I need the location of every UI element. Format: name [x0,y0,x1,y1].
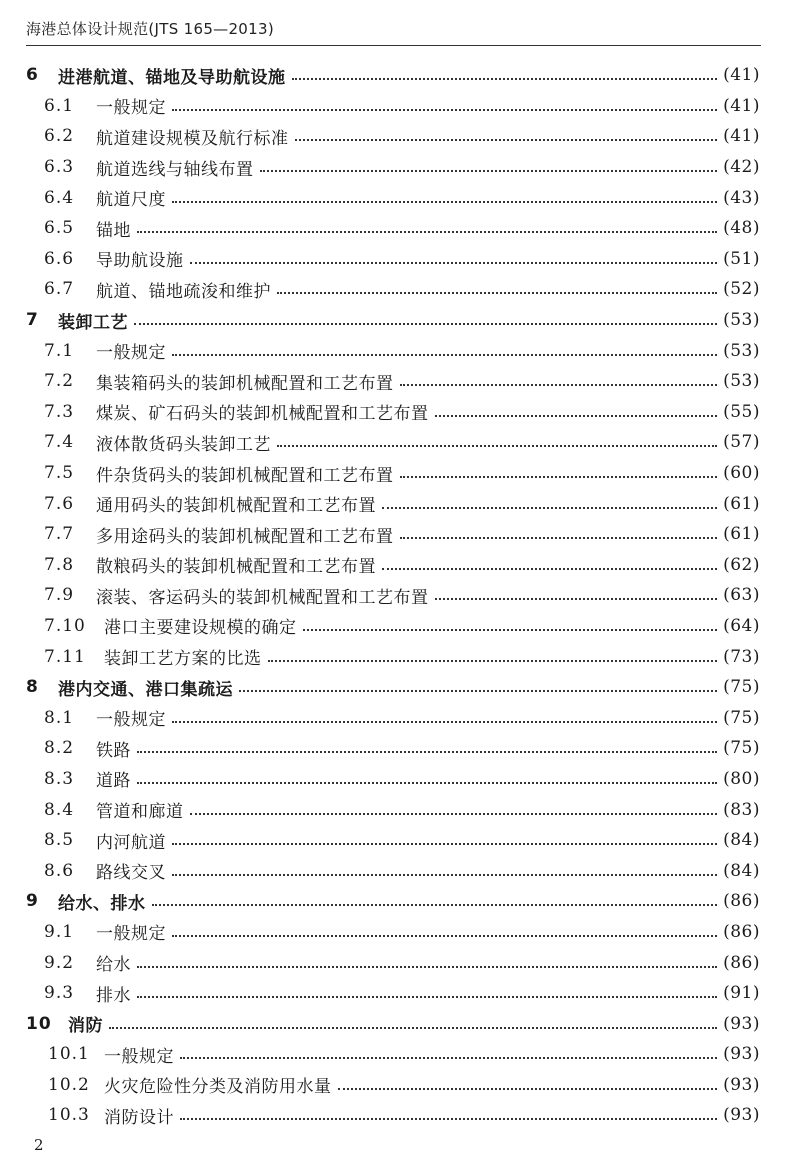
toc-entry-page: (61) [723,493,760,514]
dot-leader [137,231,717,233]
toc-entry-page: (93) [723,1074,760,1095]
toc-entry-title: 管道和廊道 [96,802,184,823]
toc-entry-number: 10 [26,1013,52,1034]
toc-entry-page: (73) [723,646,760,667]
toc-entry-number: 6.2 [44,126,75,147]
toc-entry-page: (75) [723,677,760,698]
toc-entry-page: (53) [723,310,760,331]
toc-entry-page: (80) [723,768,760,789]
toc-section-row[interactable] [0,152,790,183]
dot-leader [382,507,717,509]
toc-entry-title: 铁路 [96,740,131,761]
toc-entry-number: 7.3 [44,401,75,422]
toc-entry-page: (57) [723,432,760,453]
toc-entry-number: 8.5 [44,830,75,851]
dot-leader [435,415,718,417]
dot-leader [137,966,717,968]
toc-entry-page: (62) [723,554,760,575]
toc-section-row[interactable] [0,917,790,948]
toc-entry-page: (93) [723,1013,760,1034]
toc-entry-title: 进港航道、锚地及导助航设施 [58,67,286,88]
dot-leader [260,170,718,172]
dot-leader [277,292,717,294]
toc-section-row[interactable] [0,611,790,642]
dot-leader [172,721,717,723]
toc-entry-title: 给水 [96,955,131,976]
toc-entry-number: 7.10 [44,615,86,636]
toc-entry-page: (48) [723,218,760,239]
dot-leader [268,660,718,662]
toc-section-row[interactable] [0,702,790,733]
dot-leader [295,139,718,141]
toc-entry-page: (53) [723,371,760,392]
toc-section-row[interactable] [0,274,790,305]
toc-section-row[interactable] [0,978,790,1009]
toc-entry-number: 9.1 [44,921,75,942]
toc-section-row[interactable] [0,1070,790,1101]
toc-entry-title: 航道选线与轴线布置 [96,159,254,180]
toc-entry-title: 一般规定 [96,924,166,945]
toc-entry-number: 6.5 [44,218,75,239]
toc-section-row[interactable] [0,733,790,764]
toc-entry-title: 排水 [96,985,131,1006]
toc-entry-page: (41) [723,65,760,86]
toc-entry-title: 一般规定 [96,343,166,364]
dot-leader [172,201,717,203]
toc-section-row[interactable] [0,1039,790,1070]
toc-entry-title: 航道尺度 [96,190,166,211]
dot-leader [239,690,717,692]
toc-chapter-row[interactable] [0,886,790,917]
toc-section-row[interactable] [0,764,790,795]
dot-leader [172,354,717,356]
dot-leader [400,384,718,386]
toc-entry-number: 7.1 [44,340,75,361]
toc-entry-page: (52) [723,279,760,300]
toc-entry-number: 6.6 [44,248,75,269]
toc-entry-page: (63) [723,585,760,606]
toc-entry-title: 件杂货码头的装卸机械配置和工艺布置 [96,465,394,486]
toc-entry-title: 消防设计 [104,1107,174,1128]
dot-leader [190,262,718,264]
toc-entry-number: 6 [26,65,39,86]
dot-leader [180,1057,717,1059]
toc-entry-number: 7.8 [44,554,75,575]
toc-entry-page: (75) [723,738,760,759]
toc-entry-number: 7.5 [44,463,75,484]
toc-section-row[interactable] [0,519,790,550]
toc-entry-title: 集装箱码头的装卸机械配置和工艺布置 [96,373,394,394]
toc-entry-page: (84) [723,860,760,881]
toc-entry-title: 装卸工艺 [58,312,128,333]
toc-section-row[interactable] [0,182,790,213]
toc-entry-page: (60) [723,463,760,484]
toc-entry-title: 通用码头的装卸机械配置和工艺布置 [96,496,376,517]
toc-section-row[interactable] [0,397,790,428]
toc-entry-number: 7.7 [44,524,75,545]
toc-entry-title: 液体散货码头装卸工艺 [96,434,271,455]
page-number: 2 [34,1136,44,1154]
toc-entry-number: 9.3 [44,983,75,1004]
toc-entry-number: 8.3 [44,768,75,789]
toc-section-row[interactable] [0,855,790,886]
toc-section-row[interactable] [0,1100,790,1131]
toc-entry-number: 6.7 [44,279,75,300]
toc-entry-title: 内河航道 [96,832,166,853]
toc-entry-page: (75) [723,707,760,728]
toc-section-row[interactable] [0,550,790,581]
toc-chapter-row[interactable] [0,305,790,336]
toc-entry-page: (64) [723,615,760,636]
toc-entry-page: (61) [723,524,760,545]
toc-entry-title: 煤炭、矿石码头的装卸机械配置和工艺布置 [96,404,429,425]
toc-section-row[interactable] [0,335,790,366]
header-rule [26,45,761,46]
toc-entry-number: 7.9 [44,585,75,606]
toc-entry-number: 10.1 [48,1044,90,1065]
dot-leader [134,323,717,325]
toc-entry-title: 港口主要建设规模的确定 [104,618,297,639]
dot-leader [137,996,717,998]
toc-section-row[interactable] [0,213,790,244]
toc-entry-number: 7.2 [44,371,75,392]
toc-entry-number: 9.2 [44,952,75,973]
toc-entry-page: (93) [723,1105,760,1126]
toc-entry-title: 给水、排水 [58,893,146,914]
toc-entry-page: (91) [723,983,760,1004]
toc-entry-page: (86) [723,891,760,912]
toc-entry-page: (86) [723,921,760,942]
toc-entry-page: (51) [723,248,760,269]
toc-entry-title: 航道建设规模及航行标准 [96,128,289,149]
toc-entry-number: 8.4 [44,799,75,820]
toc-section-row[interactable] [0,91,790,122]
toc-entry-title: 一般规定 [96,710,166,731]
toc-entry-number: 7.6 [44,493,75,514]
toc-chapter-row[interactable] [0,1008,790,1039]
toc-entry-number: 7 [26,310,39,331]
toc-entry-title: 一般规定 [104,1046,174,1067]
toc-section-row[interactable] [0,458,790,489]
dot-leader [137,782,717,784]
toc-section-row[interactable] [0,121,790,152]
toc-section-row[interactable] [0,580,790,611]
toc-section-row[interactable] [0,641,790,672]
toc-entry-number: 6.1 [44,95,75,116]
dot-leader [152,904,718,906]
table-of-contents [0,60,790,1131]
toc-entry-number: 7.11 [44,646,86,667]
toc-entry-number: 6.3 [44,157,75,178]
dot-leader [400,476,718,478]
dot-leader [277,445,717,447]
toc-entry-title: 多用途码头的装卸机械配置和工艺布置 [96,526,394,547]
dot-leader [338,1088,718,1090]
toc-entry-title: 一般规定 [96,98,166,119]
toc-entry-number: 8 [26,677,39,698]
toc-entry-title: 港内交通、港口集疏运 [58,679,233,700]
toc-entry-page: (41) [723,126,760,147]
toc-section-row[interactable] [0,488,790,519]
toc-entry-number: 9 [26,891,39,912]
dot-leader [172,109,717,111]
toc-entry-title: 锚地 [96,220,131,241]
toc-entry-title: 道路 [96,771,131,792]
toc-entry-number: 10.2 [48,1074,90,1095]
toc-entry-page: (53) [723,340,760,361]
toc-entry-title: 导助航设施 [96,251,184,272]
dot-leader [109,1027,717,1029]
toc-entry-title: 散粮码头的装卸机械配置和工艺布置 [96,557,376,578]
dot-leader [137,751,717,753]
dot-leader [303,629,718,631]
toc-entry-title: 消防 [68,1016,103,1037]
toc-entry-page: (55) [723,401,760,422]
toc-entry-number: 10.3 [48,1105,90,1126]
dot-leader [435,598,718,600]
dot-leader [382,568,717,570]
toc-entry-number: 8.6 [44,860,75,881]
dot-leader [172,935,717,937]
dot-leader [292,78,718,80]
dot-leader [172,843,717,845]
toc-entry-number: 6.4 [44,187,75,208]
toc-entry-number: 7.4 [44,432,75,453]
toc-entry-title: 航道、锚地疏浚和维护 [96,281,271,302]
toc-section-row[interactable] [0,947,790,978]
toc-section-row[interactable] [0,825,790,856]
toc-entry-title: 火灾危险性分类及消防用水量 [104,1077,332,1098]
toc-entry-title: 路线交叉 [96,863,166,884]
running-header: 海港总体设计规范(JTS 165—2013) [26,20,274,38]
toc-chapter-row[interactable] [0,60,790,91]
toc-entry-page: (84) [723,830,760,851]
toc-entry-number: 8.1 [44,707,75,728]
dot-leader [172,874,717,876]
toc-entry-title: 滚装、客运码头的装卸机械配置和工艺布置 [96,587,429,608]
dot-leader [400,537,718,539]
toc-entry-page: (41) [723,95,760,116]
toc-entry-page: (83) [723,799,760,820]
toc-entry-title: 装卸工艺方案的比选 [104,649,262,670]
toc-entry-page: (86) [723,952,760,973]
toc-section-row[interactable] [0,794,790,825]
toc-entry-page: (42) [723,157,760,178]
toc-section-row[interactable] [0,244,790,275]
dot-leader [180,1118,717,1120]
toc-entry-number: 8.2 [44,738,75,759]
toc-section-row[interactable] [0,366,790,397]
toc-chapter-row[interactable] [0,672,790,703]
toc-entry-page: (93) [723,1044,760,1065]
dot-leader [190,813,718,815]
toc-entry-page: (43) [723,187,760,208]
toc-section-row[interactable] [0,427,790,458]
